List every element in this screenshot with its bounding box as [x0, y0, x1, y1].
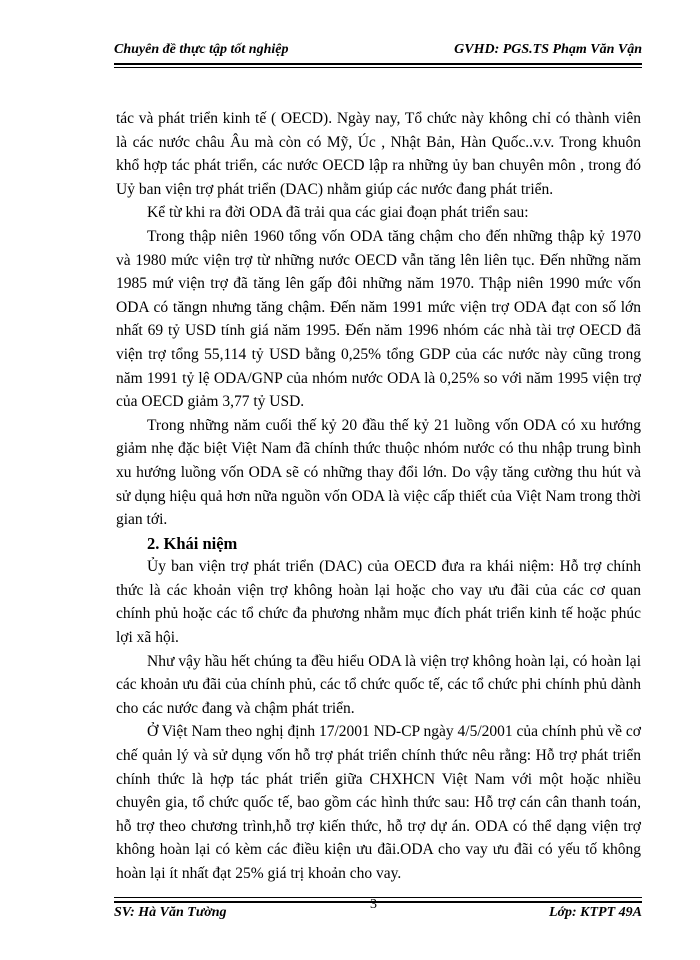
- paragraph-stages: Kể từ khi ra đời ODA đã trải qua các giai đoạn phát triển sau:: [147, 204, 529, 222]
- page-header: [114, 38, 642, 64]
- paragraph-history: Trong thập niên 1960 tổng vốn ODA tăng chậm cho đến những thập kỷ 1970 và 1980 mức viện trợ từ những nước OECD vẫn tăng lên liên tục. Đến những năm 1985 mứ viện trợ đã tăng lên gấp đôi những năm 1970. Thập niên 1990 mức vốn ODA có tăngn nhưng tăng chậm. Đến năm 1991 mức viện trợ ODA đạt con số lớn nhất 69 tỷ USD tính giá năm 1995. Đến năm 1996 nhóm các nhà tài trợ OECD đã viện trợ tổng 55,114 tỷ USD bằng 0,25% tổng GDP của các nước này cũng trong năm 1991 tỷ lệ ODA/GNP của nhóm nước ODA là 0,25% so với năm 1995 viện trợ của OECD giảm 3,77 tỷ USD.: [116, 227, 641, 411]
- header-title: Chuyên đề thực tập tốt nghiệp: [114, 42, 289, 57]
- page-number: 3: [370, 897, 377, 912]
- page-footer: [114, 897, 642, 925]
- header-rule-thick: [114, 63, 642, 65]
- footer-rule-thin: [114, 897, 642, 898]
- paragraph-vietnam-decree: Ở Việt Nam theo nghị định 17/2001 ND-CP ngày 4/5/2001 của chính phủ về cơ chế quản lý và sử dụng vốn hỗ trợ phát triển chính thức nêu rằng: Hỗ trợ phát triển chính thức là hợp tác phát triển giữa CHXHCN Việt Nam với một hoặc nhiều chuyên gia, tổ chức quốc tế, bao gồm các hình thức sau: Hỗ trợ cán cân thanh toán, hỗ trợ theo chương trình,hỗ trợ kiến thức, hỗ trợ dự án. ODA có thể dạng viện trợ không hoàn lại có kèm các điều kiện ưu đãi.ODA cho vay ưu đãi có yếu tố không hoàn lại ít nhất đạt 25% giá trị khoản cho vay.: [116, 723, 641, 882]
- paragraph-oecd-intro: tác và phát triển kinh tế ( OECD). Ngày nay, Tổ chức này không chỉ có thành viên là các nước châu Âu mà còn có Mỹ, Úc , Nhật Bản, Hàn Quốc..v.v. Trong khuôn khổ hợp tác phát triển, các nước OECD lập ra những ủy ban chuyên môn , trong đó Uỷ ban viện trợ phát triển (DAC) nhằm giúp các nước đang phát triển.: [116, 110, 641, 198]
- document-body: [116, 107, 641, 886]
- header-advisor: GVHD: PGS.TS Phạm Văn Vận: [454, 42, 642, 57]
- footer-class: Lớp: KTPT 49A: [548, 905, 642, 920]
- header-rule-thin: [114, 67, 642, 68]
- paragraph-dac-definition: Ủy ban viện trợ phát triển (DAC) của OECD đưa ra khái niệm: Hỗ trợ chính thức là các khoản viện trợ không hoàn lại hoặc cho vay ưu đãi của các cơ quan chính phủ hoặc các tổ chức đa phương nhằm mục đích phát triển kinh tế hoặc phúc lợi xã hội.: [116, 558, 641, 647]
- section-heading: 2. Khái niệm: [147, 533, 238, 553]
- paragraph-trend: Trong những năm cuối thế kỷ 20 đầu thế kỷ 21 luồng vốn ODA có xu hướng giảm nhẹ đặc biệt Việt Nam đã chính thức thuộc nhóm nước có thu nhập trung bình xu hướng luồng vốn ODA sẽ có những thay đổi lớn. Do vậy tăng cường thu hút và sử dụng hiệu quả hơn nữa nguồn vốn ODA là việc cấp thiết của Việt Nam trong thời gian tới.: [116, 416, 641, 529]
- paragraph-understanding: Như vậy hầu hết chúng ta đều hiểu ODA là viện trợ không hoàn lại, có hoàn lại các khoản ưu đãi của chính phủ, các tổ chức quốc tế, các tổ chức phi chính phủ dành cho các nước đang và chậm phát triển.: [116, 652, 641, 717]
- footer-student: SV: Hà Văn Tường: [114, 905, 227, 920]
